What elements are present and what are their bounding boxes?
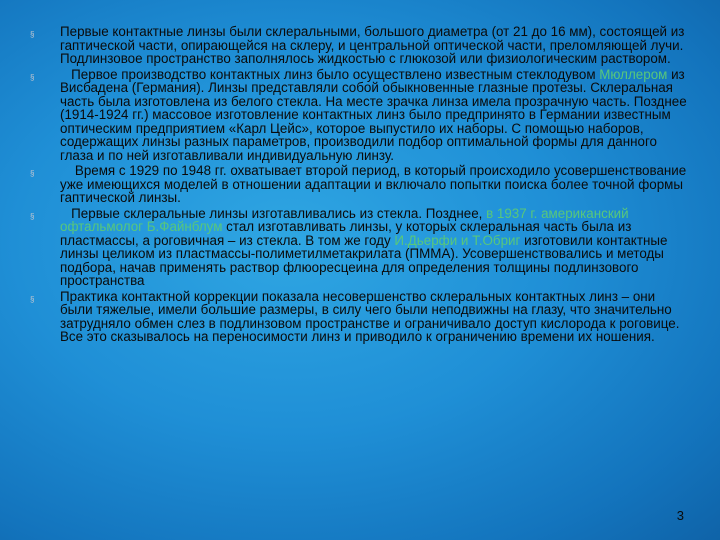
paragraph-second-period: Время с 1929 по 1948 гг. охватывает второй период, в который происходило усовершенствование уже имеющихся моделей в отношении адаптации и включало попытки поиска более точной формы гаптической линзы. xyxy=(60,163,690,205)
bullet-icon: § xyxy=(30,211,35,221)
bullet-icon: § xyxy=(30,169,35,178)
bullet-item xyxy=(30,164,690,205)
bullet-item xyxy=(30,207,690,288)
bullet-icon: § xyxy=(30,294,35,304)
bullet-item xyxy=(30,290,690,344)
bullet-item xyxy=(30,68,690,163)
paragraph-first-lenses: Первые контактные линзы были склеральными, большого диаметра (от 21 до 16 мм), состоящей из гаптической части, опирающейся на склеру, и центральной оптической части, преломляющей лучи. Подлинзовое пространство заполнялось жидкостью с глюкозой или физиологическим раствором. xyxy=(60,24,685,66)
bullet-icon: § xyxy=(30,30,35,39)
bullet-item xyxy=(30,25,690,66)
paragraph-scleral-glass: Первые склеральные линзы изготавливались из стекла. Позднее, в 1937 г. американский офтальмолог Б.Файнблум стал изготавливать линзы, у которых склеральная часть была из пластмассы, а роговичная – из стекла. В том же году И.Дьерфи и Т.Обриг изготовили контактные линзы целиком из пластмассы-полиметилметакрилата (ПММА). Усовершенствовались и методы подбора, начав применять раствор флюоресцеина для определения толщины подлинзового пространства xyxy=(60,205,672,288)
highlight-gyorffy-obrig: И.Дьерфи и Т.Обриг xyxy=(394,232,521,248)
highlight-name: Мюллером xyxy=(599,66,668,82)
page-number: 3 xyxy=(676,508,684,523)
bullet-icon: § xyxy=(30,72,35,82)
paragraph-first-production: Первое производство контактных линз было осуществлено известным стеклодувом Мюллером из Висбадена (Германия). Линзы представляли собой обыкновенные глазные протезы. Склеральная часть была изготовлена из белого стекла. На месте зрачка линза имела прозрачную часть. Позднее (1914-1924 гг.) массовое изготовление контактных линз было предпринято в Германии известным оптическим предприятием «Карл Цейс», которое выпустило их наборы. С помощью наборов, содержащих линзы разных параметров, производили подбор оптимальной формы для данного глаза и по ней изготавливали индивидуальную линзу. xyxy=(60,66,691,163)
paragraph-practice: Практика контактной коррекции показала несовершенство склеральных контактных линз – они были тяжелые, имели большие размеры, в силу чего были неподвижны на глазу, что значительно затрудняло обмен слез в подлинзовом пространстве и ограничивало доступ кислорода к роговице. Все это сказывалось на переносимости линз и приводило к ограничению времени их ношения. xyxy=(60,288,680,344)
slide-content xyxy=(30,25,690,344)
highlight-feinbloom: в 1937 г. американский офтальмолог Б.Файнблум xyxy=(60,205,633,234)
